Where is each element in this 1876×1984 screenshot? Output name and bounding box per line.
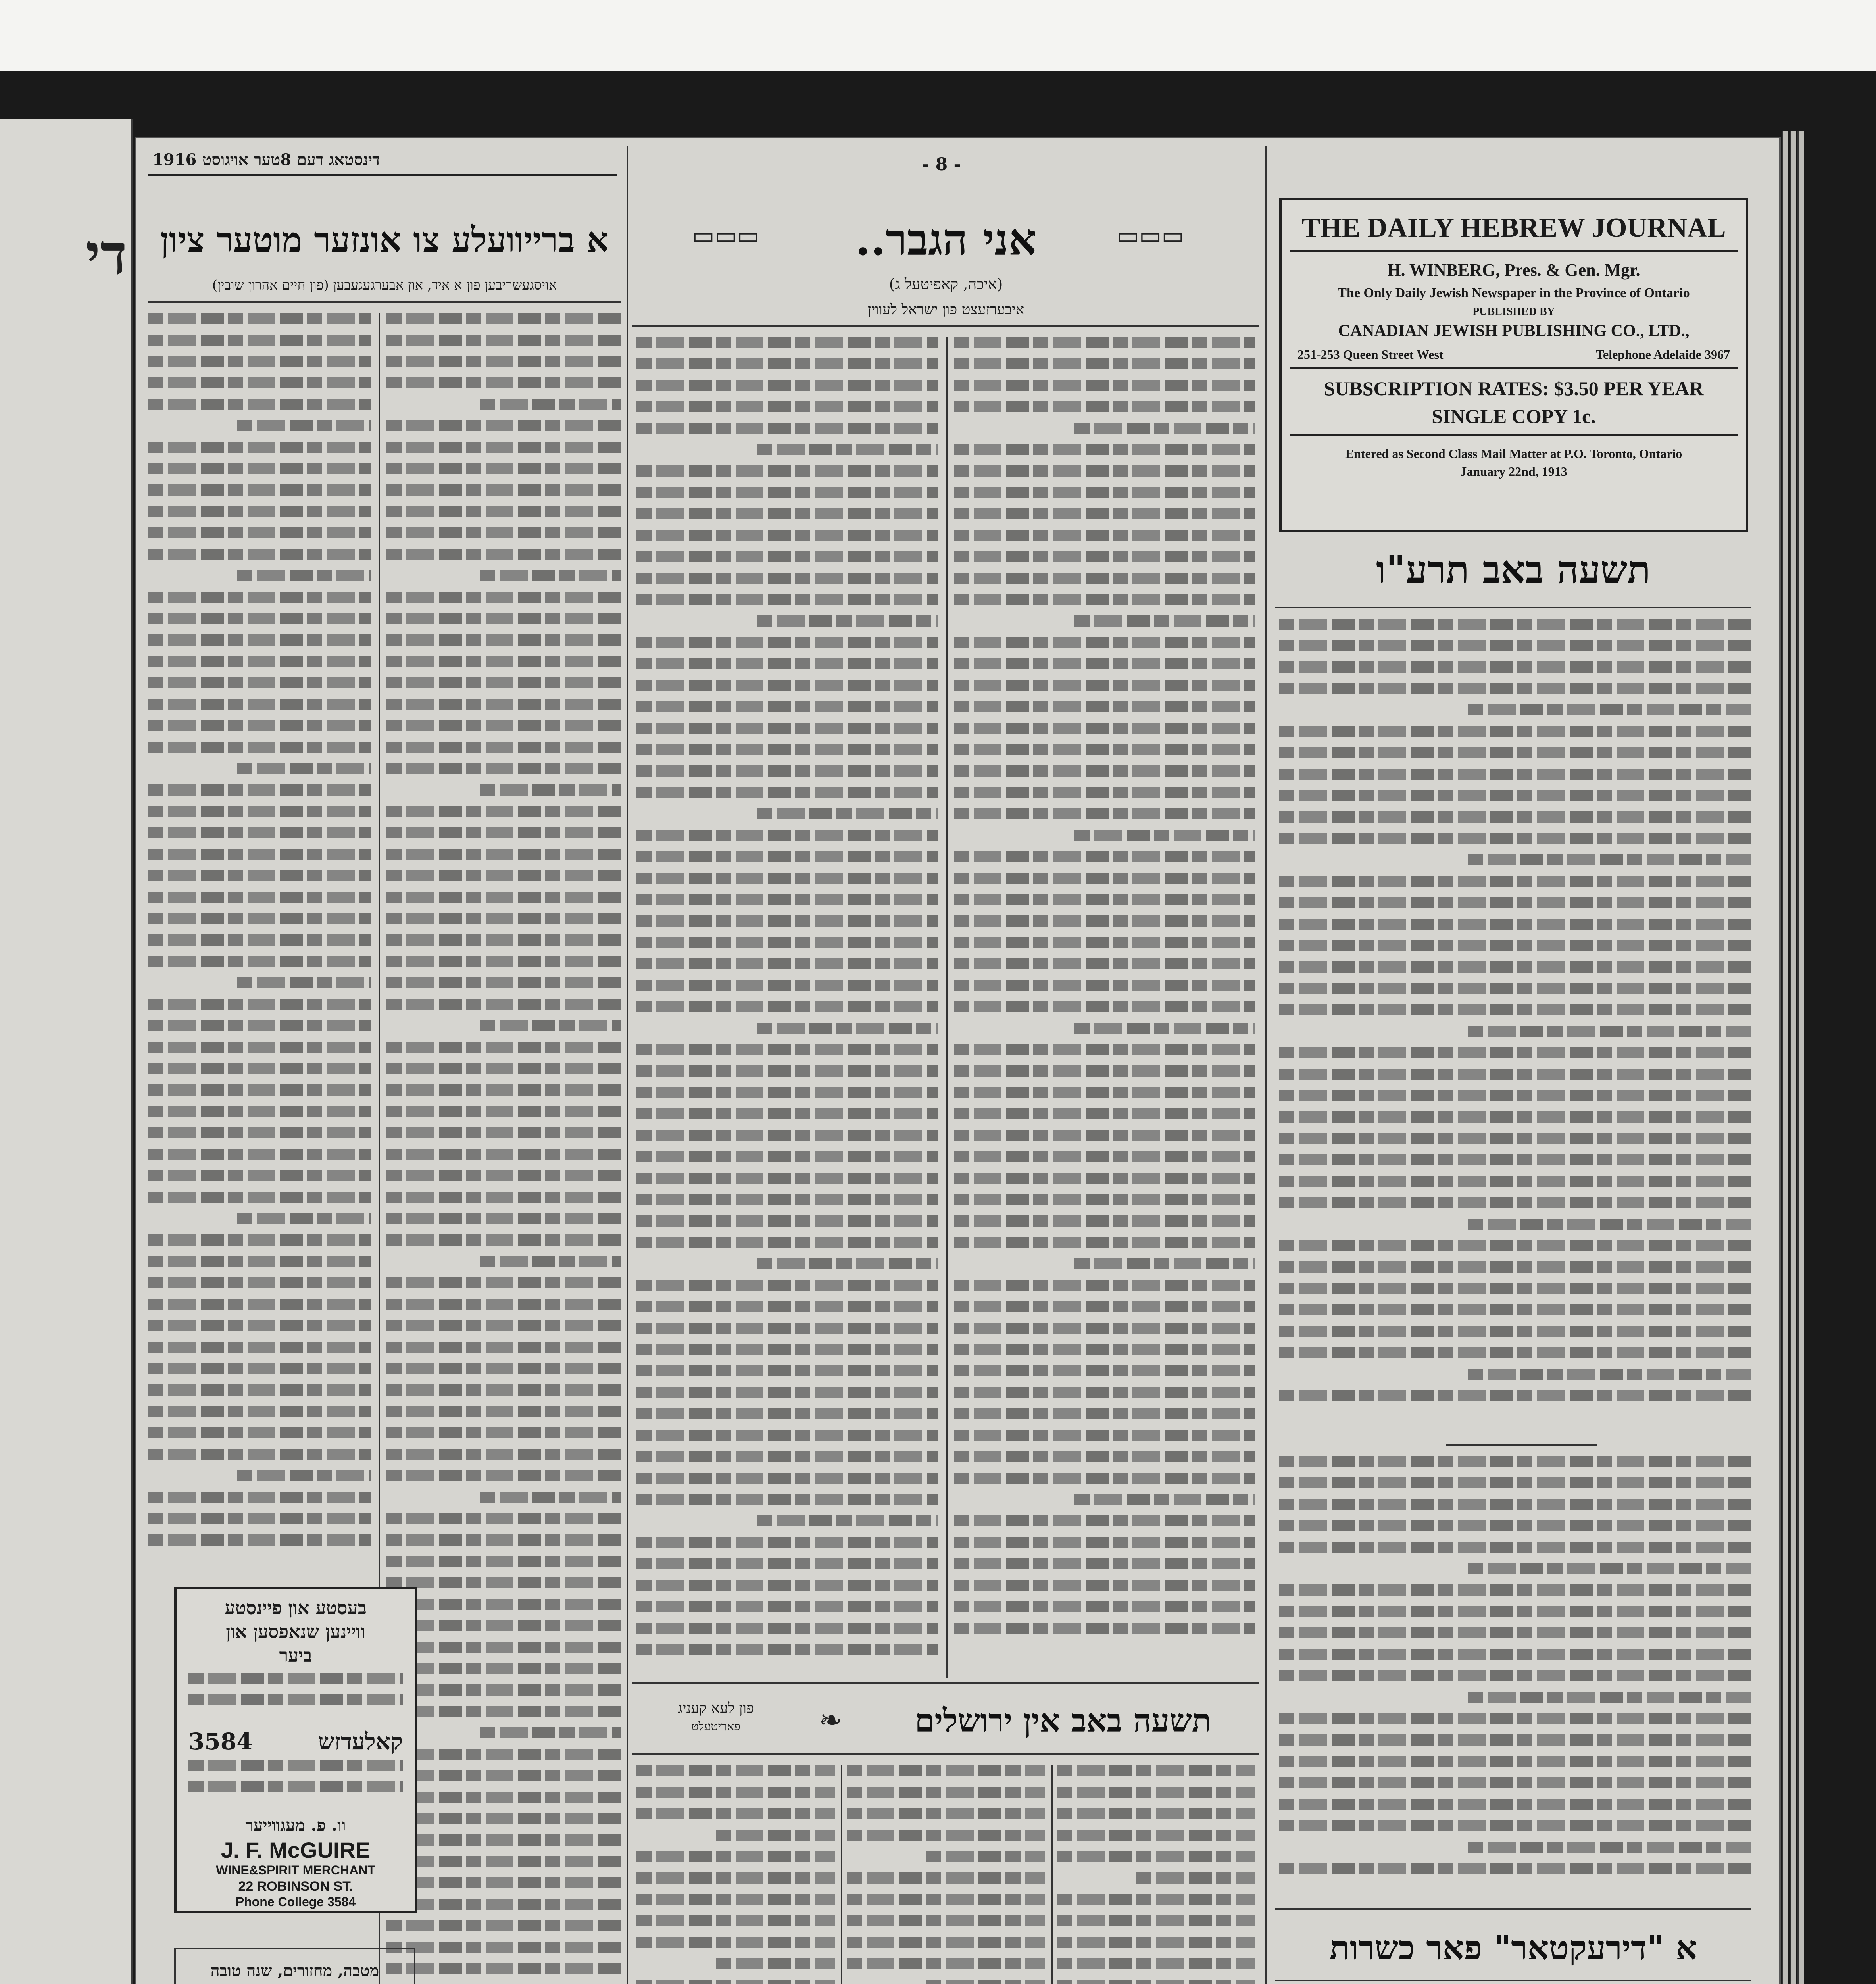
divider xyxy=(148,301,621,303)
ad-exchange-name: קאלעדזש xyxy=(318,1728,403,1755)
prev-page-fragment: די xyxy=(85,222,127,287)
divider xyxy=(1446,1444,1597,1446)
column-rule xyxy=(841,1765,842,1984)
ad-phone-number: 3584 xyxy=(188,1728,253,1755)
ad-street: 22 ROBINSON ST. xyxy=(238,1879,353,1894)
divider xyxy=(632,1682,1259,1684)
masthead-address: 251-253 Queen Street West xyxy=(1297,347,1444,361)
right-article-title: תשעה באב תרע"ו xyxy=(1376,547,1651,592)
bottom-article-byline: פאריטעלט xyxy=(691,1720,740,1734)
page-number: - 8 - xyxy=(922,154,961,175)
text-column xyxy=(954,337,1255,1678)
masthead-tagline: The Only Daily Jewish Newspaper in the Province of Ontario xyxy=(1338,286,1690,300)
masthead-title: THE DAILY HEBREW JOURNAL xyxy=(1301,213,1726,243)
ad-heading: בעסטע און פיינסטע xyxy=(225,1597,367,1619)
divider xyxy=(1275,1980,1751,1981)
mail-entry-notice: Entered as Second Class Mail Matter at P.O. Toronto, Ontario xyxy=(1345,446,1682,461)
single-copy-price: SINGLE COPY 1c. xyxy=(1432,405,1596,427)
left-article-title: א ברייוועלע צו אונזער מוטער ציון xyxy=(160,220,609,260)
divider xyxy=(1290,367,1738,369)
ad-text xyxy=(188,1673,403,1724)
issue-date: דינסטאג דעם 8טער אויגוסט 1916 xyxy=(152,150,380,169)
masthead-manager: H. WINBERG, Pres. & Gen. Mgr. xyxy=(1387,260,1640,280)
books-ad-line: מטבה, מחזורים, שנה טובה xyxy=(210,1961,379,1980)
ad-heading: ביער xyxy=(279,1645,312,1666)
ad-name-hebrew: וו. פ. מעגווייער xyxy=(245,1815,346,1835)
left-article-byline: אויסגעשריבען פון א איד, און אבערגעגעבען (פון חיים אהרון שובין) xyxy=(212,277,557,293)
bottom-article-title: תשעה באב אין ירושלים xyxy=(915,1702,1211,1739)
ad-name: J. F. McGUIRE xyxy=(221,1838,371,1863)
divider xyxy=(1275,1908,1751,1910)
ad-text xyxy=(188,1760,403,1811)
column-rule xyxy=(946,337,948,1678)
page-stack-edge xyxy=(1797,131,1804,1984)
middle-article-byline: איבערזעצט פון ישראל לעווין xyxy=(867,302,1024,318)
masthead-telephone: Telephone Adelaide 3967 xyxy=(1595,347,1730,361)
newspaper-page xyxy=(135,137,1781,1984)
subscription-rates: SUBSCRIPTION RATES: $3.50 PER YEAR xyxy=(1324,377,1704,400)
text-column xyxy=(636,337,938,1678)
divider xyxy=(632,1753,1259,1755)
page-stack-edge xyxy=(1790,131,1796,1984)
text-column xyxy=(847,1765,1045,1984)
running-head xyxy=(148,146,617,176)
middle-article-title: אני הגבר.. xyxy=(855,214,1037,265)
column-rule xyxy=(627,146,628,1984)
wine-merchant-ad xyxy=(174,1587,417,1913)
masthead-published-by: PUBLISHED BY xyxy=(1472,306,1555,318)
ad-trade: WINE&SPIRIT MERCHANT xyxy=(216,1863,375,1877)
masthead-box xyxy=(1279,198,1748,532)
text-column xyxy=(1057,1765,1255,1984)
middle-article-subtitle: (איכה, קאפיטעל ג) xyxy=(889,275,1003,293)
mail-entry-date: January 22nd, 1913 xyxy=(1460,464,1567,479)
divider xyxy=(1290,250,1738,252)
page-stack-edge xyxy=(1782,131,1788,1984)
bottom-article-byline: פון לעא קעניג xyxy=(678,1700,754,1717)
leaf-ornament-icon: ❧ xyxy=(819,1704,842,1736)
divider xyxy=(1275,607,1751,608)
text-column xyxy=(148,313,371,1559)
column-rule xyxy=(1051,1765,1053,1984)
masthead-publisher: CANADIAN JEWISH PUBLISHING CO., LTD., xyxy=(1338,322,1690,340)
ornament-icon: ▭▭▭ xyxy=(1117,222,1184,250)
divider xyxy=(632,325,1259,327)
text-column xyxy=(1279,1456,1751,1904)
divider xyxy=(1290,434,1738,436)
scan-margin-top xyxy=(0,0,1876,71)
books-ad xyxy=(174,1948,415,1984)
previous-page-edge xyxy=(0,119,133,1984)
ornament-icon: ▭▭▭ xyxy=(692,222,760,250)
ad-heading: וויינען שנאפסען און xyxy=(226,1621,365,1642)
text-column xyxy=(636,1765,835,1984)
ad-phone: Phone College 3584 xyxy=(235,1895,356,1909)
kashrus-article-title: א "דירעקטאר" פאר כשרות xyxy=(1329,1928,1697,1967)
text-column xyxy=(386,313,621,1984)
text-column xyxy=(1279,619,1751,1436)
column-rule xyxy=(1265,146,1267,1984)
